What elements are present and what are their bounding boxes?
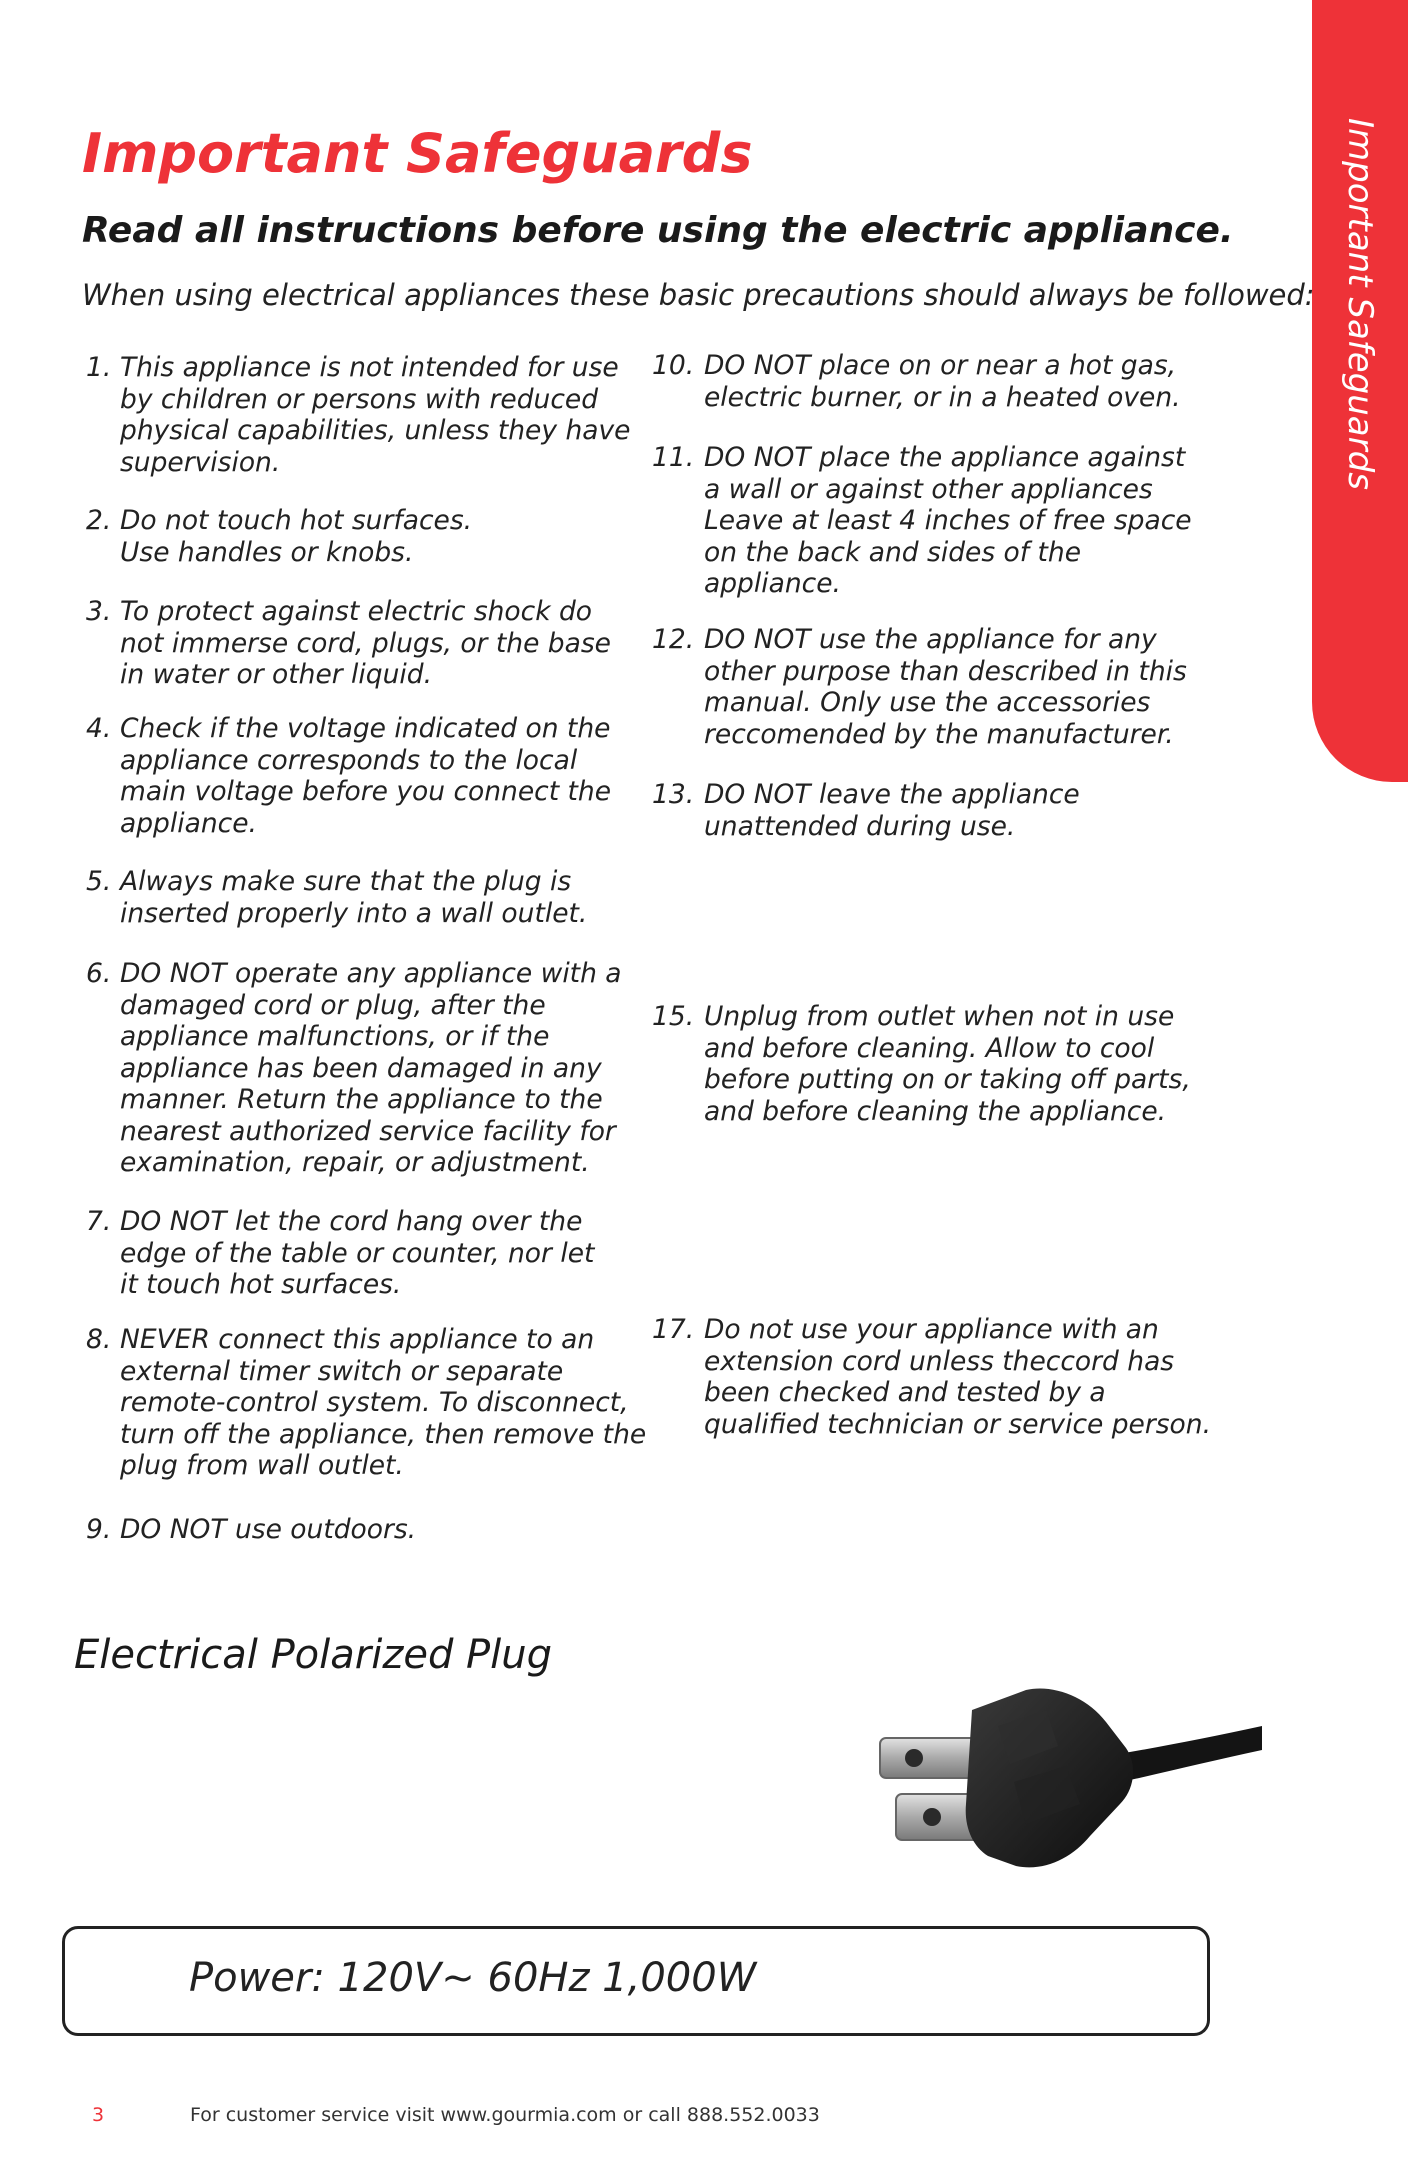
power-rating-box xyxy=(62,1926,1210,2036)
safeguard-number: 3. xyxy=(86,596,112,627)
safeguard-text: DO NOT let the cord hang over the edge of the table or counter, nor let it touch hot surfaces. xyxy=(120,1206,595,1300)
safeguard-text: Check if the voltage indicated on the appliance corresponds to the local main voltage before you connect the appliance. xyxy=(120,713,612,839)
safeguard-number: 5. xyxy=(86,866,112,897)
safeguard-text: DO NOT use the appliance for any other purpose than described in this manual. Only use the accessories reccomended by the manufacturer. xyxy=(704,624,1187,750)
safeguard-item-5 xyxy=(86,866,646,929)
safeguard-item-13 xyxy=(652,779,1212,842)
power-rating-text: Power: 120V~ 60Hz 1,000W xyxy=(189,1955,757,2001)
safeguard-item-4 xyxy=(86,713,646,839)
intro-text: When using electrical appliances these basic precautions should always be followed: xyxy=(82,278,1315,312)
page-subtitle: Read all instructions before using the electric appliance. xyxy=(82,210,1234,251)
safeguard-text: This appliance is not intended for use by children or persons with reduced physical capabilities, unless they have supervision. xyxy=(120,352,631,478)
safeguard-number: 11. xyxy=(652,442,695,473)
safeguard-number: 17. xyxy=(652,1314,695,1345)
customer-service-footer: For customer service visit www.gourmia.com or call 888.552.0033 xyxy=(190,2104,820,2126)
safeguard-number: 12. xyxy=(652,624,695,655)
side-tab-label: Important Safeguards xyxy=(1340,118,1380,490)
safeguard-text: Do not touch hot surfaces. Use handles or knobs. xyxy=(120,505,473,568)
polarized-plug-image xyxy=(876,1686,1262,1872)
safeguard-item-15 xyxy=(652,1001,1212,1127)
safeguard-text: DO NOT place the appliance against a wall or against other appliances Leave at least 4 inches of free space on the back and sides of the appliance. xyxy=(704,442,1192,599)
safeguard-text: Do not use your appliance with an extension cord unless theccord has been checked and tested by a qualified technician or service person. xyxy=(704,1314,1211,1440)
safeguard-item-6 xyxy=(86,958,656,1179)
safeguard-text: DO NOT operate any appliance with a damaged cord or plug, after the appliance malfunctions, or if the appliance has been damaged in any manner. Return the appliance to the nearest authorized service facility for examination, repair, or adjustment. xyxy=(120,958,622,1178)
safeguard-item-17 xyxy=(652,1314,1212,1440)
safeguard-number: 4. xyxy=(86,713,112,744)
safeguard-item-11 xyxy=(652,442,1212,600)
safeguard-item-8 xyxy=(86,1324,656,1482)
safeguard-text: DO NOT leave the appliance unattended during use. xyxy=(704,779,1080,842)
safeguard-item-12 xyxy=(652,624,1212,750)
safeguard-text: Always make sure that the plug is inserted properly into a wall outlet. xyxy=(120,866,588,929)
safeguard-item-1 xyxy=(86,352,646,478)
safeguard-text: DO NOT use outdoors. xyxy=(120,1514,417,1545)
safeguard-number: 7. xyxy=(86,1206,112,1237)
page-number: 3 xyxy=(92,2104,105,2126)
safeguard-number: 2. xyxy=(86,505,112,536)
plug-section-title: Electrical Polarized Plug xyxy=(74,1632,553,1678)
safeguard-item-2 xyxy=(86,505,646,568)
safeguard-number: 6. xyxy=(86,958,112,989)
safeguard-item-3 xyxy=(86,596,646,691)
safeguard-number: 10. xyxy=(652,350,695,381)
safeguard-number: 8. xyxy=(86,1324,112,1355)
safeguard-text: NEVER connect this appliance to an external timer switch or separate remote-control system. To disconnect, turn off the appliance, then remove the plug from wall outlet. xyxy=(120,1324,647,1481)
page-title: Important Safeguards xyxy=(82,122,753,185)
safeguard-item-10 xyxy=(652,350,1212,413)
safeguard-text: DO NOT place on or near a hot gas, electric burner, or in a heated oven. xyxy=(704,350,1181,413)
safeguard-item-7 xyxy=(86,1206,646,1301)
safeguard-number: 15. xyxy=(652,1001,695,1032)
safeguard-number: 13. xyxy=(652,779,695,810)
safeguard-number: 9. xyxy=(86,1514,112,1545)
safeguard-text: Unplug from outlet when not in use and before cleaning. Allow to cool before putting on or taking off parts, and before cleaning the appliance. xyxy=(704,1001,1191,1127)
safeguard-text: To protect against electric shock do not immerse cord, plugs, or the base in water or other liquid. xyxy=(120,596,611,690)
safeguard-number: 1. xyxy=(86,352,112,383)
safeguard-item-9 xyxy=(86,1514,646,1546)
side-tab-label-wrap xyxy=(1318,0,1402,782)
